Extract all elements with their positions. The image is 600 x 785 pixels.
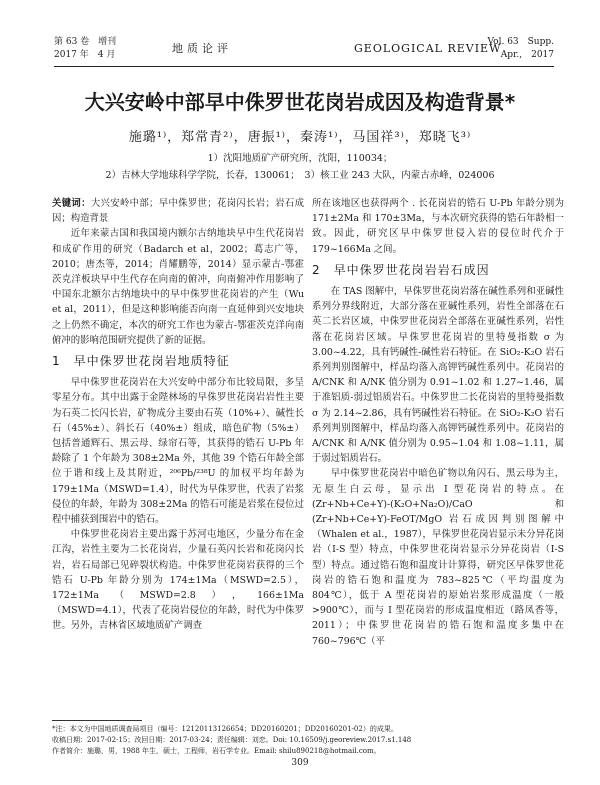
footnote-divider <box>52 720 142 721</box>
page-number: 309 <box>291 758 309 768</box>
footnote-funding: *注：本文为中国地质调查局项目（编号：12120113126654；DD20160201；DD20160201-02）的成果。 <box>52 725 398 733</box>
section-2-paragraph-2: 早中侏罗世花岗岩中暗色矿物以角闪石、黑云母为主，无原生白云母，显示出 I 型花岗岩的特点。在 (Zr+Nb+Ce+Y)-(K₂O+Na₂O)/CaO 和 (Zr+Nb+Ce+Y)-FeOT/MgO 岩石成因判别图解中（Whalen et al.，1987），早侏罗世花岗岩显示未分异花岗岩（I-S 型）特点，中侏罗世花岗岩显示分异花岗岩（I-S 型）特点。通过锆石饱和温度计计算得，研究区早侏罗世花岗岩的锆石饱和温度为 783~825℃（平均温度为 804℃），低于 A 型花岗岩的原始岩浆形成温度（一般>900℃），而与 I 型花岗岩的形成温度相近（路凤香等，2011）；中侏罗世花岗岩的锆石饱和温度多集中在 760~796℃（平 <box>312 468 564 647</box>
section-1-heading: 1 早中侏罗世花岗岩地质特征 <box>52 354 230 369</box>
keywords <box>52 196 304 226</box>
section-2-paragraph-1: 在 TAS 图解中，早侏罗世花岗岩落在碱性系列和亚碱性系列分界线附近，大部分落在亚碱性系列，岩性全部落在石英二长岩区域，中侏罗世花岗岩全部落在亚碱性系列，岩性落在花岗岩区域。早侏罗世花岗岩的里特曼指数 σ 为 3.00~4.22，具有钙碱性-碱性岩石特征。在 SiO₂-K₂O 岩石系列判别图解中，样品均落入高钾钙碱性系列中。花岗岩的 A/CNK 和 A/NK 值分别为 0.91~1.02 和 1.27~1.46，属于准铝质-弱过铝质岩石。中侏罗世二长花岗岩的里特曼指数 σ 为 2.14~2.86，具有钙碱性岩石特征。在 SiO₂-K₂O 岩石系列判别图解中，样品均落入高钾钙碱性系列中。花岗岩的 A/CNK 和 A/NK 值分别为 0.95~1.04 和 1.08~1.11，属于弱过铝质岩石。 <box>312 286 564 465</box>
section-1-paragraph-1: 早中侏罗世花岗岩在大兴安岭中部分布比较局限，多呈零星分布。其中出露于金陛林场的早侏罗世花岗岩岩性主要为石英二长闪长岩，矿物成分主要由石英（10%+）、碱性长石（45%±）、斜长石（40%±）组成，暗色矿物（5%±）包括普通辉石、黑云母、绿帘石等，其获得的锆石 U-Pb 年龄除了 1 个年龄为 308±2Ma 外，其他 39 个锆石年龄全部位于谐和线上及其附近，²⁰⁶Pb/²³⁸U 的加权平均年龄为 179±1Ma（MSWD=1.4），时代为早侏罗世，代表了岩浆侵位的年龄，年龄为 308±2Ma 的锆石可能是岩浆在侵位过程中捕获到围岩中的锆石。 <box>52 377 304 526</box>
header-volume-en: Vol. 63 Supp. <box>487 37 554 47</box>
footnote-dates: 收稿日期：2017-02-15；改回日期：2017-03-24；责任编辑：刘恋。Doi: 10.16509/j.georeview.2017.s1.148 <box>52 736 412 744</box>
section-2-heading: 2 早中侏罗世花岗岩岩石成因 <box>312 262 490 277</box>
header-date-en: Apr., 2017 <box>500 50 554 60</box>
header-divider <box>54 66 554 67</box>
header-volume-info-en <box>488 36 555 62</box>
header-journal-cn: 地质论评 <box>172 42 232 55</box>
keywords-text: 大兴安岭中部；早中侏罗世；花岗闪长岩；岩石成因；构造背景 <box>52 198 304 225</box>
header-date: 2017 年 4 月 <box>54 50 116 60</box>
keywords-label: 关键词： <box>52 198 91 209</box>
affiliation-1: 1）沈阳地质矿产研究所，沈阳，110034； <box>207 153 393 164</box>
left-column <box>52 196 304 634</box>
section-1-paragraph-2: 中侏罗世花岗岩主要出露于苏河屯地区，少量分布在金江沟，岩性主要为二长花岗岩，少量石英闪长岩和花岗闪长岩，岩石局部已见碎裂状构造。中侏罗世花岗岩获得的三个锆石 U-Pb 年龄分别为 174±1Ma（MSWD=2.5），172±1Ma（MSWD=2.8），166±1Ma（MSWD=4.1），代表了花岗岩侵位的年龄，时代为中侏罗世。另外，吉林省区域地质矿产调查 <box>52 529 304 632</box>
right-column <box>312 196 564 649</box>
intro-paragraph: 近年来蒙古国和我国境内额尔古纳地块早中生代花岗岩和成矿作用的研究（Badarch et al，2002；葛志广等，2010；唐杰等，2014；肖耀鹏等，2014）显示蒙古-鄂霍茨克洋板块早中生代存在向南的俯冲，向南俯冲作用影响了中国东北额尔古纳地块中的早中侏罗世花岗岩的产生（Wu et al，2011），但是这种影响能否向南一直延伸到兴安地块之上仍然不确定，本次的研究工作也为蒙古-鄂霍茨克洋向南俯冲的影响范围研究提供了新的证据。 <box>52 228 304 346</box>
section-1-continuation: 所在该地区也获得两个 . 长花岗岩的锆石 U-Pb 年龄分别为 171±2Ma 和 170±3Ma，与本次研究获得的锆石年龄相一致。因此，研究区早中侏罗世侵入岩的侵位时代介于 179~166Ma 之间。 <box>312 198 564 255</box>
header-journal-en: GEOLOGICAL REVIEW <box>354 42 502 55</box>
paper-title: 大兴安岭中部早中侏罗世花岗岩成因及构造背景* <box>84 90 516 114</box>
footnote-author-bio: 作者简介：施璐，男，1988 年生，硕士，工程师，岩石学专业。Email: shilu890218@hotmail.com。 <box>52 747 381 755</box>
affiliation-2: 2）吉林大学地球科学学院，长春，130061； 3）核工业 243 大队，内蒙古赤峰，024006 <box>105 170 495 181</box>
header-volume: 第 63 卷 增刊 <box>54 37 117 47</box>
author-list: 施璐¹⁾，郑常青²⁾，唐振¹⁾，秦涛¹⁾，马国祥³⁾，郑晓飞³⁾ <box>128 130 472 145</box>
running-header <box>54 36 554 76</box>
header-volume-info <box>54 36 116 62</box>
